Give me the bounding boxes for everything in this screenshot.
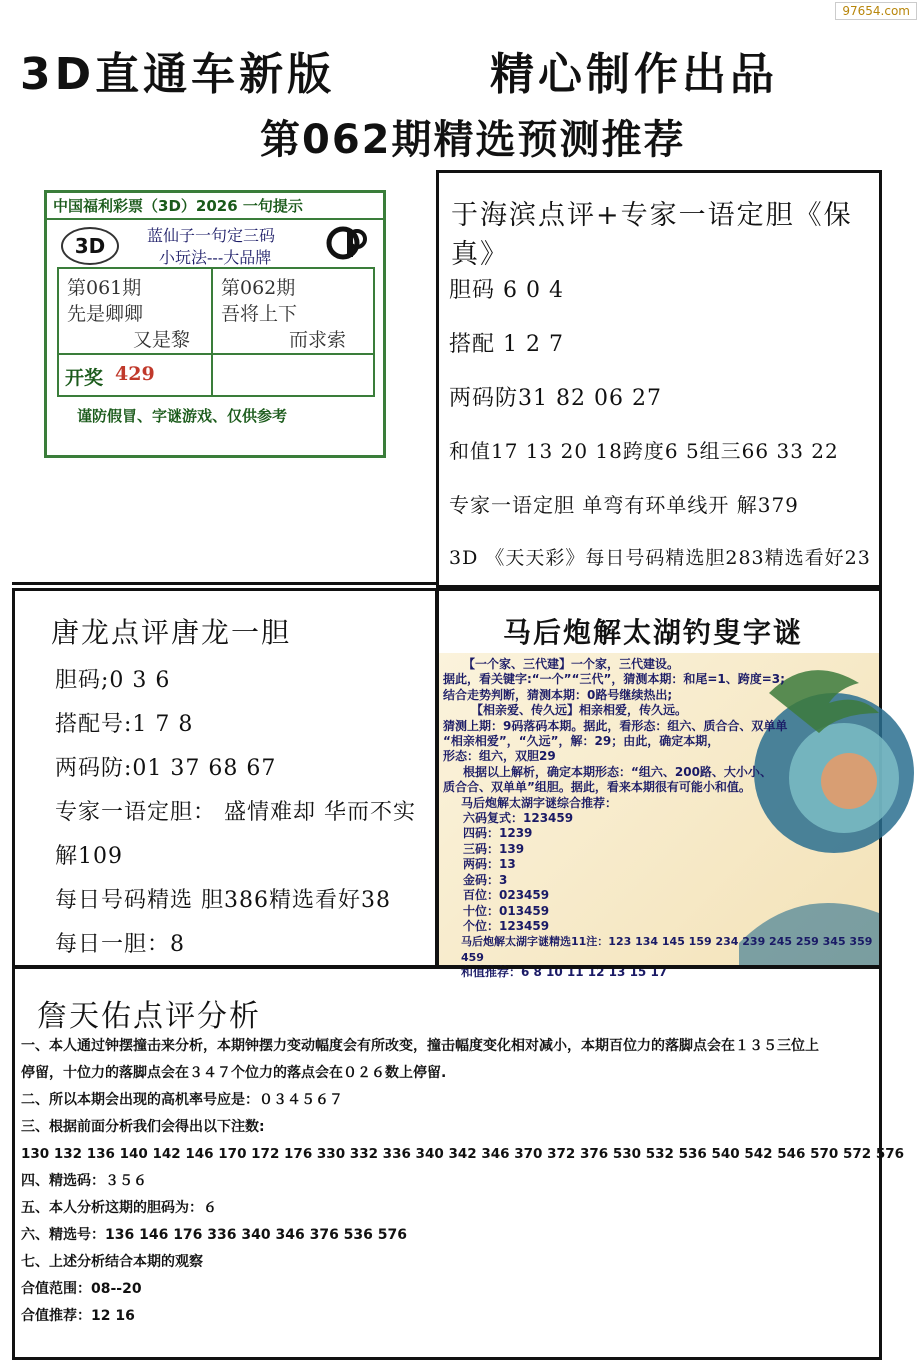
- ma-line: 十位：013459: [463, 903, 550, 918]
- zhan-section: [12, 966, 905, 1360]
- yu-section: [436, 170, 882, 588]
- tang-line-7: 每日一胆：8: [55, 932, 185, 957]
- cur-riddle-line1: 吾将上下: [221, 303, 298, 325]
- tang-line-5: 解109: [55, 844, 123, 869]
- zhan-line: 合值推荐：12 16: [21, 1308, 135, 1324]
- zhan-line: 四、精选码：３５６: [21, 1173, 147, 1189]
- zhan-line: 三、根据前面分析我们会得出以下注数:: [21, 1119, 265, 1135]
- zhan-line: 五、本人分析这期的胆码为：６: [21, 1200, 217, 1216]
- yu-title: 于海滨点评+专家一语定胆《保真》: [451, 200, 853, 270]
- ma-line: 马后炮解太湖字谜综合推荐：: [461, 795, 618, 810]
- ma-title: 马后炮解太湖钓叟字谜: [503, 616, 804, 649]
- yu-line-6: 3D 《天天彩》每日号码精选胆283精选看好23: [449, 547, 871, 569]
- prev-riddle-line2: 又是黎: [133, 329, 191, 351]
- cur-riddle-line2: 而求索: [289, 329, 347, 351]
- zhan-line: 一、本人通过钟摆撞击来分析，本期钟摆力变动幅度会有所改变，撞击幅度变化相对减小，本期百位力的落脚点会在１３５三位上: [21, 1038, 819, 1054]
- page-title: 第062期精选预测推荐: [260, 117, 686, 163]
- yu-line-5: 专家一语定胆 单弯有环单线开 解379: [449, 493, 799, 517]
- yu-line-4: 和值17 13 20 18跨度6 5组三66 33 22: [449, 439, 839, 463]
- draw-label: 开奖: [65, 367, 104, 389]
- ma-line: 百位：023459: [463, 888, 550, 903]
- tang-section: [12, 588, 438, 968]
- yu-line-1: 胆码 6 0 4: [449, 278, 564, 303]
- ma-line: 马后炮解太湖字谜精选11注：123 134 145 159 234 239 245 259 345 359 459: [461, 935, 873, 964]
- ma-line: 个位：123459: [463, 918, 550, 933]
- zhan-line: 六、精选号：136 146 176 336 340 346 376 536 576: [21, 1227, 408, 1243]
- zhan-title: 詹天佑点评分析: [37, 999, 261, 1034]
- ma-section: [436, 588, 882, 980]
- ma-line: “相亲相爱”，“久远”，解：29；由此，确定本期，: [443, 734, 720, 749]
- ticket-card: [44, 190, 386, 458]
- ma-line: 六码复式：123459: [463, 811, 574, 826]
- zhan-line: 停留，十位力的落脚点会在３４７个位力的落点会在０２６数上停留.: [21, 1065, 447, 1081]
- prev-riddle-line1: 先是卿卿: [67, 303, 144, 325]
- ma-line: 据此，看关键字:“一个”“三代”，猜测本期：和尾=1、跨度=3;: [443, 672, 785, 687]
- tang-line-2: 搭配号:1 7 8: [55, 712, 194, 737]
- ma-line: 金码：3: [463, 872, 508, 887]
- draw-value: 429: [115, 363, 155, 385]
- tang-line-4: 专家一语定胆： 盛情难却 华而不实: [55, 800, 416, 825]
- divider: [12, 582, 438, 585]
- tang-title: 唐龙点评唐龙一胆: [51, 616, 292, 649]
- slogan-title: 精心制作出品: [490, 49, 778, 100]
- tang-line-6: 每日号码精选 胆386精选看好38: [55, 888, 391, 913]
- ma-line: 【一个家、三代建】一个家，三代建设。: [463, 657, 680, 671]
- yu-line-2: 搭配 1 2 7: [449, 332, 564, 357]
- cur-period: 第062期: [221, 277, 296, 299]
- zhan-line: 合值范围：08--20: [21, 1281, 142, 1297]
- ma-line: 【相亲爱、传久远】相亲相爱，传久远。: [471, 703, 688, 718]
- ma-line: 四码：1239: [463, 826, 533, 841]
- yu-line-3: 两码防31 82 06 27: [449, 386, 662, 411]
- zhan-line: 二、所以本期会出现的高机率号应是：０３４５６７: [21, 1092, 343, 1108]
- ma-line: 形态：组六，双胆29: [443, 749, 556, 764]
- zhan-line: 130 132 136 140 142 146 170 172 176 330 332 336 340 342 346 370 372 376 530 532 536 540 542 546 570 572 576: [21, 1146, 905, 1162]
- cur-period-cell: [211, 267, 375, 355]
- ma-text-block: [443, 657, 879, 981]
- site-watermark: 97654.com: [835, 2, 917, 20]
- ma-line: 和值推荐：6 8 10 11 12 13 15 17: [461, 965, 668, 980]
- draw-cell: [57, 353, 213, 397]
- zhan-text-block: [21, 1033, 905, 1330]
- ma-line: 根据以上解析，确定本期形态：“组六、200路、大小小、: [463, 764, 772, 779]
- ticket-footer: 谨防假冒、字谜游戏、仅供参考: [77, 407, 288, 425]
- brand-title: 3D直通车新版: [20, 49, 336, 100]
- ma-line: 结合走势判断，猜测本期：0路号继续热出;: [443, 687, 673, 702]
- ticket-top-text: 中国福利彩票（3D）2026 一句提示: [47, 193, 383, 220]
- prev-period: 第061期: [67, 277, 142, 299]
- 3d-logo-icon: 3D: [61, 227, 119, 265]
- ma-line: 质合合、双单单”组胆。据此，看来本期很有可能小和值。: [443, 780, 751, 795]
- lottery-logo-icon: [325, 225, 369, 261]
- ticket-slogan-2: 小玩法---大品牌: [159, 248, 272, 267]
- tang-line-1: 胆码;0 3 6: [55, 668, 171, 693]
- zhan-line: 七、上述分析结合本期的观察: [21, 1254, 203, 1270]
- ma-line: 猜测上期：9码落码本期。据此，看形态：组六、质合合、双单单: [443, 718, 788, 733]
- draw-empty-cell: [211, 353, 375, 397]
- ma-line: 两码：13: [463, 857, 516, 872]
- ticket-slogan-1: 蓝仙子一句定三码: [147, 226, 276, 245]
- prev-period-cell: [57, 267, 213, 355]
- ma-line: 三码：139: [463, 841, 525, 856]
- tang-line-3: 两码防:01 37 68 67: [55, 756, 277, 781]
